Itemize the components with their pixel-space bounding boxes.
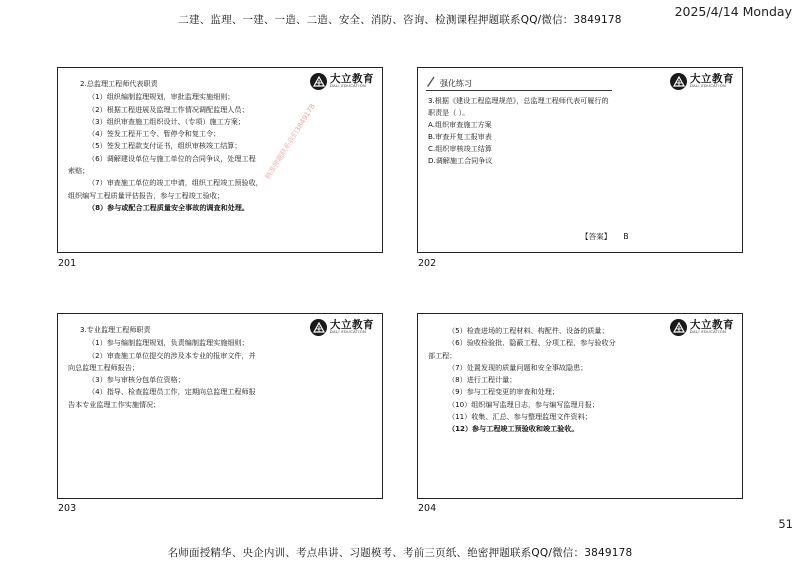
logo: [670, 73, 734, 90]
duty-line-cont: 部工程；: [428, 350, 457, 360]
duty-line: （5）检查进场的工程材料、构配件、设备的质量；: [448, 326, 609, 335]
slide-title: 2.总监理工程师代表职责: [80, 79, 158, 88]
logo-name-en: DALI EDUCATION: [330, 330, 367, 335]
duty-line: （7）处置发现的质量问题和安全事故隐患；: [448, 362, 588, 372]
duty-line: （2）审查施工单位提交的涉及本专业的报审文件，并: [88, 350, 256, 360]
duty-line-cont: 向总监理工程师报告；: [68, 362, 139, 372]
section-title: 强化练习: [440, 79, 472, 88]
logo-name-cn: 大立教育: [690, 72, 734, 85]
logo: [310, 73, 374, 90]
duty-line-cont: 组织编写工程质量评估报告，参与工程竣工验收；: [68, 190, 225, 200]
option-d: D.调解施工合同争议: [428, 155, 493, 165]
dali-logo-icon: [670, 73, 687, 90]
logo: [670, 319, 734, 336]
answer-value: B: [623, 232, 629, 241]
duty-line: （6）调解建设单位与施工单位的合同争议，处理工程: [88, 153, 256, 163]
logo-name-en: DALI EDUCATION: [690, 84, 727, 89]
option-a: A.组织审查施工方案: [428, 119, 492, 129]
question-text: 职责是（ ）。: [428, 107, 470, 117]
duty-line-cont: 告本专业监理工作实施情况；: [68, 399, 161, 409]
duty-line: （8）参与或配合工程质量安全事故的调查和处理。: [88, 202, 249, 212]
slide-number: 203: [58, 503, 77, 514]
slide-title: 3.专业监理工程师职责: [80, 325, 151, 334]
slide-number: 202: [418, 258, 437, 269]
duty-line: （12）参与工程竣工预验收和竣工验收。: [448, 424, 579, 434]
slide-204: [417, 313, 743, 499]
logo: [310, 319, 374, 336]
answer: [581, 231, 629, 242]
slide-number: 201: [58, 258, 77, 269]
duty-line: （1）参与编制监理规划，负责编制监理实施细则；: [88, 338, 249, 348]
watermark: 精准押题联系我们3849178: [263, 102, 317, 181]
logo-name-en: DALI EDUCATION: [690, 330, 727, 335]
duty-line: （7）审查施工单位的竣工申请，组织工程竣工预验收，: [88, 178, 263, 188]
slide-201: [57, 67, 383, 253]
duty-line: （10）组织编写监理日志，参与编写监理月报；: [448, 399, 599, 409]
option-c: C.组织审核竣工结算: [428, 143, 492, 153]
duty-line: （3）组织审查施工组织设计、（专项）施工方案；: [88, 116, 246, 126]
duty-line: （11）收集、汇总、参与整理监理文件资料；: [448, 412, 592, 422]
logo-name-cn: 大立教育: [330, 72, 374, 85]
duty-line: （5）签发工程款支付证书，组织审核竣工结算；: [88, 141, 242, 151]
answer-label: 【答案】: [581, 232, 612, 241]
duty-line: （2）根据工程进展及监理工作情况调配监理人员；: [88, 104, 249, 114]
logo-name-cn: 大立教育: [330, 318, 374, 331]
footer-banner: 名师面授精华、央企内训、考点串讲、习题模考、考前三页纸、绝密押题联系QQ/微信：3849178: [167, 547, 633, 559]
duty-line: （1）组织编制监理规划，审批监理实施细则；: [88, 92, 235, 102]
question-text: 3.根据《建设工程监理规范》，总监理工程师代表可履行的: [428, 96, 609, 105]
slide-203: [57, 313, 383, 499]
date-label: 2025/4/14 Monday: [674, 4, 792, 19]
duty-line: （9）参与工程变更的审查和处理；: [448, 387, 559, 397]
slide-number: 204: [418, 503, 437, 514]
logo-name-cn: 大立教育: [690, 318, 734, 331]
pencil-icon: [426, 75, 436, 87]
slide-202: [417, 67, 743, 253]
logo-name-en: DALI EDUCATION: [330, 84, 367, 89]
page-number: 51: [778, 517, 793, 531]
duty-line: （4）签发工程开工令、暂停令和复工令；: [88, 129, 221, 139]
duty-line-cont: 索赔；: [68, 166, 90, 176]
duty-line: （6）验收检验批、隐蔽工程、分项工程，参与验收分: [448, 338, 616, 348]
duty-line: （3）参与审核分包单位资格；: [88, 375, 185, 385]
header-banner: 二建、监理、一建、一造、二造、安全、消防、咨询、检测课程押题联系QQ/微信：3849178: [178, 14, 622, 26]
option-b: B.审查开复工报审表: [428, 131, 492, 141]
section-header: [426, 77, 612, 91]
duty-line: （8）进行工程计量；: [448, 375, 517, 385]
duty-line: （4）指导、检查监理员工作，定期向总监理工程师报: [88, 387, 256, 397]
